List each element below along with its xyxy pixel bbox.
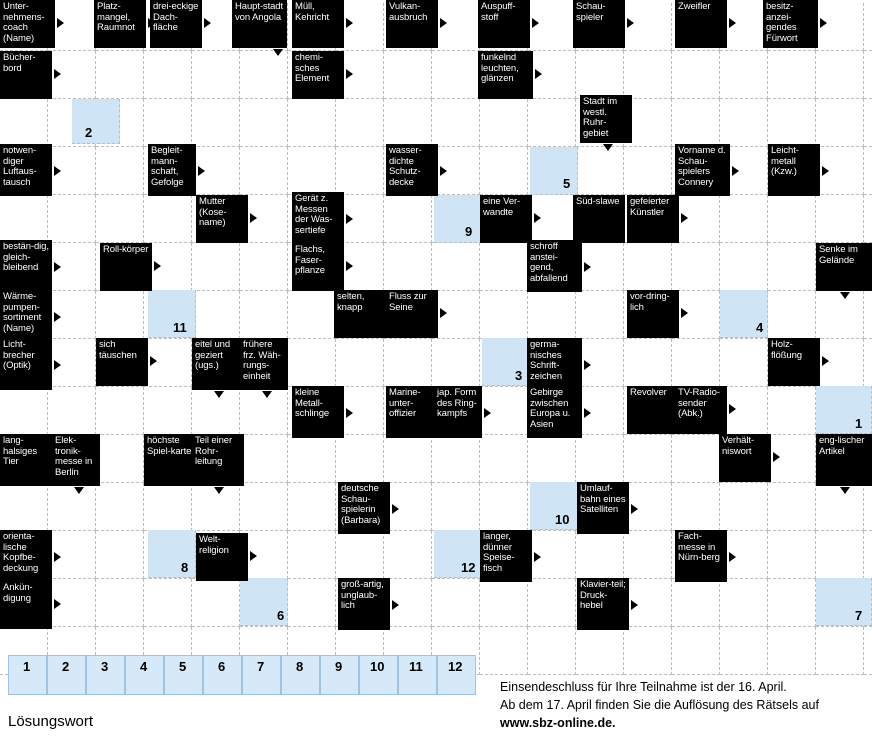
- info-text: [500, 678, 870, 732]
- arrow-right-icon: [584, 408, 591, 418]
- grid-cell[interactable]: [432, 243, 480, 291]
- clue-block: groß-artig, unglaub-lich: [338, 578, 390, 630]
- clue-block: sich täuschen: [96, 338, 148, 386]
- grid-cell[interactable]: [816, 195, 864, 243]
- grid-cell[interactable]: [576, 435, 624, 483]
- arrow-right-icon: [822, 356, 829, 366]
- arrow-right-icon: [773, 452, 780, 462]
- grid-cell[interactable]: [672, 51, 720, 99]
- clue-block: Süd-slawe: [573, 195, 625, 243]
- grid-cell[interactable]: [336, 99, 384, 147]
- grid-cell[interactable]: [288, 435, 336, 483]
- grid-cell[interactable]: [384, 531, 432, 579]
- clue-block: Holz-flößung: [768, 338, 820, 386]
- grid-cell[interactable]: [672, 627, 720, 675]
- grid-cell[interactable]: [864, 147, 872, 195]
- grid-cell[interactable]: [192, 291, 240, 339]
- solution-cell-number: 7: [257, 659, 265, 674]
- grid-cell[interactable]: [768, 387, 816, 435]
- arrow-right-icon: [729, 552, 736, 562]
- grid-cell[interactable]: [240, 435, 288, 483]
- solution-cell-number: 10: [370, 659, 385, 674]
- grid-cell[interactable]: [672, 291, 720, 339]
- arrow-down-icon: [214, 487, 224, 494]
- grid-cell[interactable]: [96, 195, 144, 243]
- grid-cell[interactable]: [48, 483, 96, 531]
- grid-cell[interactable]: [864, 195, 872, 243]
- grid-cell[interactable]: [624, 627, 672, 675]
- numbered-solution-cell[interactable]: [530, 482, 578, 530]
- grid-cell[interactable]: [720, 243, 768, 291]
- arrow-right-icon: [532, 18, 539, 28]
- arrow-right-icon: [440, 166, 447, 176]
- grid-cell[interactable]: [720, 3, 768, 51]
- numbered-solution-cell[interactable]: [434, 195, 482, 243]
- grid-cell[interactable]: [768, 195, 816, 243]
- arrow-right-icon: [346, 408, 353, 418]
- arrow-right-icon: [54, 552, 61, 562]
- grid-cell[interactable]: [720, 51, 768, 99]
- cell-number: 12: [461, 560, 476, 575]
- arrow-down-icon: [840, 292, 850, 299]
- clue-block: kleine Metall-schlinge: [292, 386, 344, 438]
- grid-cell[interactable]: [336, 147, 384, 195]
- grid-cell[interactable]: [288, 339, 336, 387]
- arrow-right-icon: [729, 18, 736, 28]
- clue-block: Roll-körper: [100, 243, 152, 291]
- grid-cell[interactable]: [288, 579, 336, 627]
- arrow-right-icon: [392, 600, 399, 610]
- grid-cell[interactable]: [96, 483, 144, 531]
- grid-cell[interactable]: [240, 147, 288, 195]
- arrow-right-icon: [54, 262, 61, 272]
- clue-block: Fach-messe in Nürn-berg: [675, 530, 727, 582]
- grid-cell[interactable]: [144, 195, 192, 243]
- grid-cell[interactable]: [96, 579, 144, 627]
- clue-block: Gerät z. Messen der Was-sertiefe: [292, 192, 344, 244]
- grid-cell[interactable]: [624, 531, 672, 579]
- solution-cell-number: 5: [179, 659, 187, 674]
- grid-cell[interactable]: [288, 483, 336, 531]
- grid-cell[interactable]: [144, 579, 192, 627]
- clue-block: Bücher-bord: [0, 51, 52, 99]
- cell-number: 10: [555, 512, 570, 527]
- clue-block: Stadt im westl. Ruhr-gebiet: [580, 95, 632, 143]
- grid-cell[interactable]: [528, 291, 576, 339]
- grid-cell[interactable]: [384, 339, 432, 387]
- clue-block: Verhält-niswort: [719, 434, 771, 482]
- arrow-right-icon: [584, 360, 591, 370]
- arrow-right-icon: [535, 69, 542, 79]
- grid-cell[interactable]: [48, 195, 96, 243]
- grid-cell[interactable]: [864, 51, 872, 99]
- clue-block: Umlauf-bahn eines Satelliten: [577, 482, 629, 534]
- grid-cell[interactable]: [720, 195, 768, 243]
- clue-block: lang-halsiges Tier: [0, 434, 52, 486]
- grid-cell[interactable]: [720, 483, 768, 531]
- grid-cell[interactable]: [288, 99, 336, 147]
- grid-cell[interactable]: [0, 99, 48, 147]
- grid-cell[interactable]: [96, 291, 144, 339]
- grid-cell[interactable]: [480, 579, 528, 627]
- grid-cell[interactable]: [96, 387, 144, 435]
- arrow-right-icon: [154, 261, 161, 271]
- grid-cell[interactable]: [720, 387, 768, 435]
- grid-cell[interactable]: [816, 99, 864, 147]
- arrow-right-icon: [534, 552, 541, 562]
- grid-cell[interactable]: [576, 147, 624, 195]
- cell-number: 4: [756, 320, 764, 335]
- arrow-right-icon: [54, 599, 61, 609]
- grid-cell[interactable]: [864, 291, 872, 339]
- grid-cell[interactable]: [336, 339, 384, 387]
- grid-cell[interactable]: [816, 531, 864, 579]
- clue-block: Auspuff-stoff: [478, 0, 530, 48]
- grid-cell[interactable]: [48, 387, 96, 435]
- arrow-right-icon: [627, 18, 634, 28]
- grid-cell[interactable]: [864, 531, 872, 579]
- grid-cell[interactable]: [432, 579, 480, 627]
- arrow-right-icon: [204, 18, 211, 28]
- arrow-right-icon: [57, 18, 64, 28]
- solution-cell-number: 8: [296, 659, 304, 674]
- clue-block: Fluss zur Seine: [386, 290, 438, 338]
- grid-cell[interactable]: [48, 3, 96, 51]
- grid-cell[interactable]: [480, 627, 528, 675]
- clue-block: Marine-unter-offizier: [386, 386, 438, 438]
- arrow-right-icon: [584, 262, 591, 272]
- cell-number: 11: [173, 320, 187, 335]
- arrow-right-icon: [54, 360, 61, 370]
- grid-cell[interactable]: [768, 99, 816, 147]
- grid-cell[interactable]: [672, 579, 720, 627]
- grid-cell[interactable]: [768, 627, 816, 675]
- clue-block: gefeierter Künstler: [627, 195, 679, 243]
- grid-cell[interactable]: [576, 291, 624, 339]
- grid-cell[interactable]: [528, 579, 576, 627]
- grid-cell[interactable]: [672, 435, 720, 483]
- grid-cell[interactable]: [288, 291, 336, 339]
- clue-block: funkelnd leuchten, glänzen: [478, 51, 533, 99]
- solution-cell-number: 11: [409, 659, 423, 674]
- clue-block: Schau-spieler: [573, 0, 625, 48]
- clue-block: schroff anstei-gend, abfallend: [527, 240, 582, 292]
- grid-cell[interactable]: [624, 147, 672, 195]
- cell-number: 1: [855, 416, 863, 431]
- solution-cell-number: 9: [335, 659, 343, 674]
- clue-block: Zweifler: [675, 0, 727, 48]
- grid-cell[interactable]: [480, 483, 528, 531]
- arrow-right-icon: [150, 356, 157, 366]
- clue-block: Müll, Kehricht: [292, 0, 344, 48]
- cell-number: 9: [465, 224, 473, 239]
- grid-cell[interactable]: [96, 435, 144, 483]
- grid-cell[interactable]: [528, 435, 576, 483]
- grid-cell[interactable]: [768, 531, 816, 579]
- clue-block: Ankün-digung: [0, 581, 52, 629]
- clue-block: vor-dring-lich: [627, 290, 679, 338]
- arrow-right-icon: [820, 18, 827, 28]
- grid-cell[interactable]: [192, 99, 240, 147]
- numbered-solution-cell[interactable]: [482, 338, 530, 386]
- grid-cell[interactable]: [432, 99, 480, 147]
- arrow-down-icon: [840, 487, 850, 494]
- cell-number: 3: [515, 368, 523, 383]
- clue-block: eine Ver-wandte: [480, 195, 532, 243]
- grid-cell[interactable]: [144, 483, 192, 531]
- clue-block: Platz-mangel, Raumnot: [94, 0, 146, 48]
- arrow-right-icon: [822, 166, 829, 176]
- clue-block: Welt-religion: [196, 533, 248, 581]
- arrow-right-icon: [440, 308, 447, 318]
- grid-cell[interactable]: [336, 531, 384, 579]
- clue-block: Haupt-stadt von Angola: [232, 0, 287, 48]
- clue-block: TV-Radio-sender (Abk.): [675, 386, 727, 434]
- grid-cell[interactable]: [624, 435, 672, 483]
- grid-cell[interactable]: [192, 51, 240, 99]
- grid-cell[interactable]: [528, 99, 576, 147]
- grid-cell[interactable]: [624, 51, 672, 99]
- grid-cell[interactable]: [0, 483, 48, 531]
- clue-block: langer, dünner Speise-fisch: [480, 530, 532, 582]
- clue-block: jap. Form des Ring-kampfs: [434, 386, 482, 438]
- grid-cell[interactable]: [480, 99, 528, 147]
- grid-cell[interactable]: [720, 579, 768, 627]
- arrow-right-icon: [732, 166, 739, 176]
- arrow-right-icon: [346, 18, 353, 28]
- grid-cell[interactable]: [816, 627, 864, 675]
- grid-cell[interactable]: [864, 627, 872, 675]
- grid-cell[interactable]: [768, 483, 816, 531]
- grid-cell[interactable]: [624, 243, 672, 291]
- clue-block: chemi-sches Element: [292, 51, 344, 99]
- grid-cell[interactable]: [384, 435, 432, 483]
- grid-cell[interactable]: [192, 243, 240, 291]
- grid-cell[interactable]: [432, 435, 480, 483]
- clue-block: besitz-anzei-gendes Fürwort: [763, 0, 818, 48]
- arrow-right-icon: [346, 261, 353, 271]
- arrow-right-icon: [346, 69, 353, 79]
- cell-number: 8: [181, 560, 189, 575]
- arrow-down-icon: [262, 391, 272, 398]
- clue-block: Leicht-metall (Kzw.): [768, 144, 820, 196]
- clue-block: germa-nisches Schrift-zeichen: [527, 338, 582, 390]
- arrow-down-icon: [603, 144, 613, 151]
- cell-number: 2: [85, 125, 93, 140]
- grid-cell[interactable]: [768, 243, 816, 291]
- arrow-right-icon: [681, 213, 688, 223]
- grid-cell[interactable]: [576, 51, 624, 99]
- arrow-right-icon: [250, 213, 257, 223]
- clue-block: Flachs, Faser-pflanze: [292, 243, 344, 291]
- grid-cell[interactable]: [720, 339, 768, 387]
- grid-cell[interactable]: [288, 531, 336, 579]
- grid-cell[interactable]: [480, 291, 528, 339]
- grid-cell[interactable]: [672, 339, 720, 387]
- arrow-right-icon: [54, 166, 61, 176]
- grid-cell[interactable]: [96, 531, 144, 579]
- grid-cell[interactable]: [864, 3, 872, 51]
- grid-cell[interactable]: [240, 243, 288, 291]
- clue-block: Senke im Gelände: [816, 243, 872, 291]
- clue-block: eitel und geziert (ugs.): [192, 338, 240, 390]
- solution-cell-number: 3: [101, 659, 109, 674]
- grid-cell[interactable]: [576, 627, 624, 675]
- grid-cell[interactable]: [480, 435, 528, 483]
- numbered-solution-cell[interactable]: [72, 99, 120, 144]
- grid-cell[interactable]: [528, 627, 576, 675]
- arrow-right-icon: [392, 504, 399, 514]
- grid-cell[interactable]: [240, 51, 288, 99]
- grid-cell[interactable]: [768, 51, 816, 99]
- grid-cell[interactable]: [432, 51, 480, 99]
- arrow-right-icon: [631, 600, 638, 610]
- grid-cell[interactable]: [624, 339, 672, 387]
- arrow-right-icon: [440, 18, 447, 28]
- solution-cell-number: 1: [23, 659, 31, 674]
- grid-cell[interactable]: [672, 243, 720, 291]
- grid-cell[interactable]: [384, 51, 432, 99]
- clue-block: Klavier-teil; Druck-hebel: [577, 578, 629, 630]
- clue-block: Vorname d. Schau-spielers Connery: [675, 144, 730, 196]
- grid-cell[interactable]: [864, 339, 872, 387]
- grid-cell[interactable]: [0, 387, 48, 435]
- clue-block: Licht-brecher (Optik): [0, 338, 52, 390]
- grid-cell[interactable]: [672, 483, 720, 531]
- grid-cell[interactable]: [864, 99, 872, 147]
- grid-cell[interactable]: [240, 99, 288, 147]
- arrow-right-icon: [198, 166, 205, 176]
- clue-block: bestän-dig, gleich-bleibend: [0, 240, 52, 292]
- clue-block: Teil einer Rohr-leitung: [192, 434, 244, 486]
- arrow-right-icon: [484, 408, 491, 418]
- arrow-right-icon: [631, 504, 638, 514]
- clue-block: Unter-nehmens-coach (Name): [0, 0, 55, 48]
- grid-cell[interactable]: [720, 627, 768, 675]
- numbered-solution-cell[interactable]: [148, 290, 196, 338]
- grid-cell[interactable]: [144, 99, 192, 147]
- clue-block: Gebirge zwischen Europa u. Asien: [527, 386, 582, 438]
- arrow-down-icon: [74, 487, 84, 494]
- clue-block: Wärme-pumpen-sortiment (Name): [0, 290, 52, 342]
- clue-block: orienta-lische Kopfbe-deckung: [0, 530, 52, 582]
- arrow-right-icon: [54, 312, 61, 322]
- clue-block: frühere frz. Wäh-rungs-einheit: [240, 338, 288, 390]
- arrow-right-icon: [534, 213, 541, 223]
- solution-cell-number: 2: [62, 659, 70, 674]
- info-line-1: Einsendeschluss für Ihre Teilnahme ist der 16. April.: [500, 680, 787, 694]
- grid-cell[interactable]: [288, 147, 336, 195]
- numbered-solution-cell[interactable]: [148, 530, 196, 578]
- clue-block: eng-lischer Artikel: [816, 434, 872, 486]
- grid-cell[interactable]: [432, 339, 480, 387]
- solution-cell-number: 12: [448, 659, 463, 674]
- grid-cell[interactable]: [768, 291, 816, 339]
- clue-block: notwen-diger Luftaus-tausch: [0, 144, 52, 196]
- grid-cell[interactable]: [720, 531, 768, 579]
- grid-cell[interactable]: [384, 243, 432, 291]
- clue-block: höchste Spiel-karte: [144, 434, 196, 486]
- numbered-solution-cell[interactable]: [530, 147, 578, 195]
- grid-cell[interactable]: [576, 531, 624, 579]
- grid-cell[interactable]: [240, 291, 288, 339]
- clue-block: Elek-tronik-messe in Berlin: [52, 434, 100, 486]
- arrow-right-icon: [681, 308, 688, 318]
- numbered-solution-cell[interactable]: [816, 578, 872, 626]
- grid-cell[interactable]: [480, 243, 528, 291]
- arrow-down-icon: [273, 49, 283, 56]
- clue-block: deutsche Schau-spielerin (Barbara): [338, 482, 390, 534]
- cell-number: 6: [277, 608, 285, 623]
- arrow-right-icon: [54, 69, 61, 79]
- clue-block: Revolver: [627, 386, 679, 434]
- clue-block: Vulkan-ausbruch: [386, 0, 438, 48]
- clue-block: Mutter (Kose-name): [196, 195, 248, 243]
- grid-cell[interactable]: [864, 483, 872, 531]
- grid-cell[interactable]: [672, 99, 720, 147]
- grid-cell[interactable]: [144, 51, 192, 99]
- numbered-solution-cell[interactable]: [816, 386, 872, 434]
- grid-cell[interactable]: [240, 483, 288, 531]
- arrow-right-icon: [729, 404, 736, 414]
- solution-cell-number: 6: [218, 659, 226, 674]
- clue-block: drei-eckige Dach-fläche: [150, 0, 202, 48]
- grid-cell[interactable]: [480, 147, 528, 195]
- grid-cell[interactable]: [384, 195, 432, 243]
- solution-word-row[interactable]: [8, 655, 476, 695]
- clue-block: wasser-dichte Schutz-decke: [386, 144, 438, 196]
- grid-cell[interactable]: [144, 387, 192, 435]
- grid-cell[interactable]: [672, 195, 720, 243]
- arrow-right-icon: [346, 214, 353, 224]
- cell-number: 5: [563, 176, 571, 191]
- grid-cell[interactable]: [720, 99, 768, 147]
- info-line-3: www.sbz-online.de.: [500, 716, 616, 730]
- solution-word-label: Lösungswort: [8, 713, 94, 730]
- grid-cell[interactable]: [432, 483, 480, 531]
- grid-cell[interactable]: [96, 147, 144, 195]
- info-line-2: Ab dem 17. April finden Sie die Auflösung des Rätsels auf: [500, 698, 819, 712]
- cell-number: 7: [855, 608, 863, 623]
- clue-block: selten, knapp: [334, 290, 386, 338]
- solution-cell-number: 4: [140, 659, 148, 674]
- grid-cell[interactable]: [768, 579, 816, 627]
- arrow-down-icon: [214, 391, 224, 398]
- grid-cell[interactable]: [816, 51, 864, 99]
- grid-cell[interactable]: [336, 435, 384, 483]
- grid-cell[interactable]: [0, 195, 48, 243]
- clue-block: Begleit-mann-schaft, Gefolge: [148, 144, 196, 196]
- grid-cell[interactable]: [192, 579, 240, 627]
- grid-cell[interactable]: [384, 99, 432, 147]
- grid-cell[interactable]: [96, 51, 144, 99]
- arrow-right-icon: [250, 551, 257, 561]
